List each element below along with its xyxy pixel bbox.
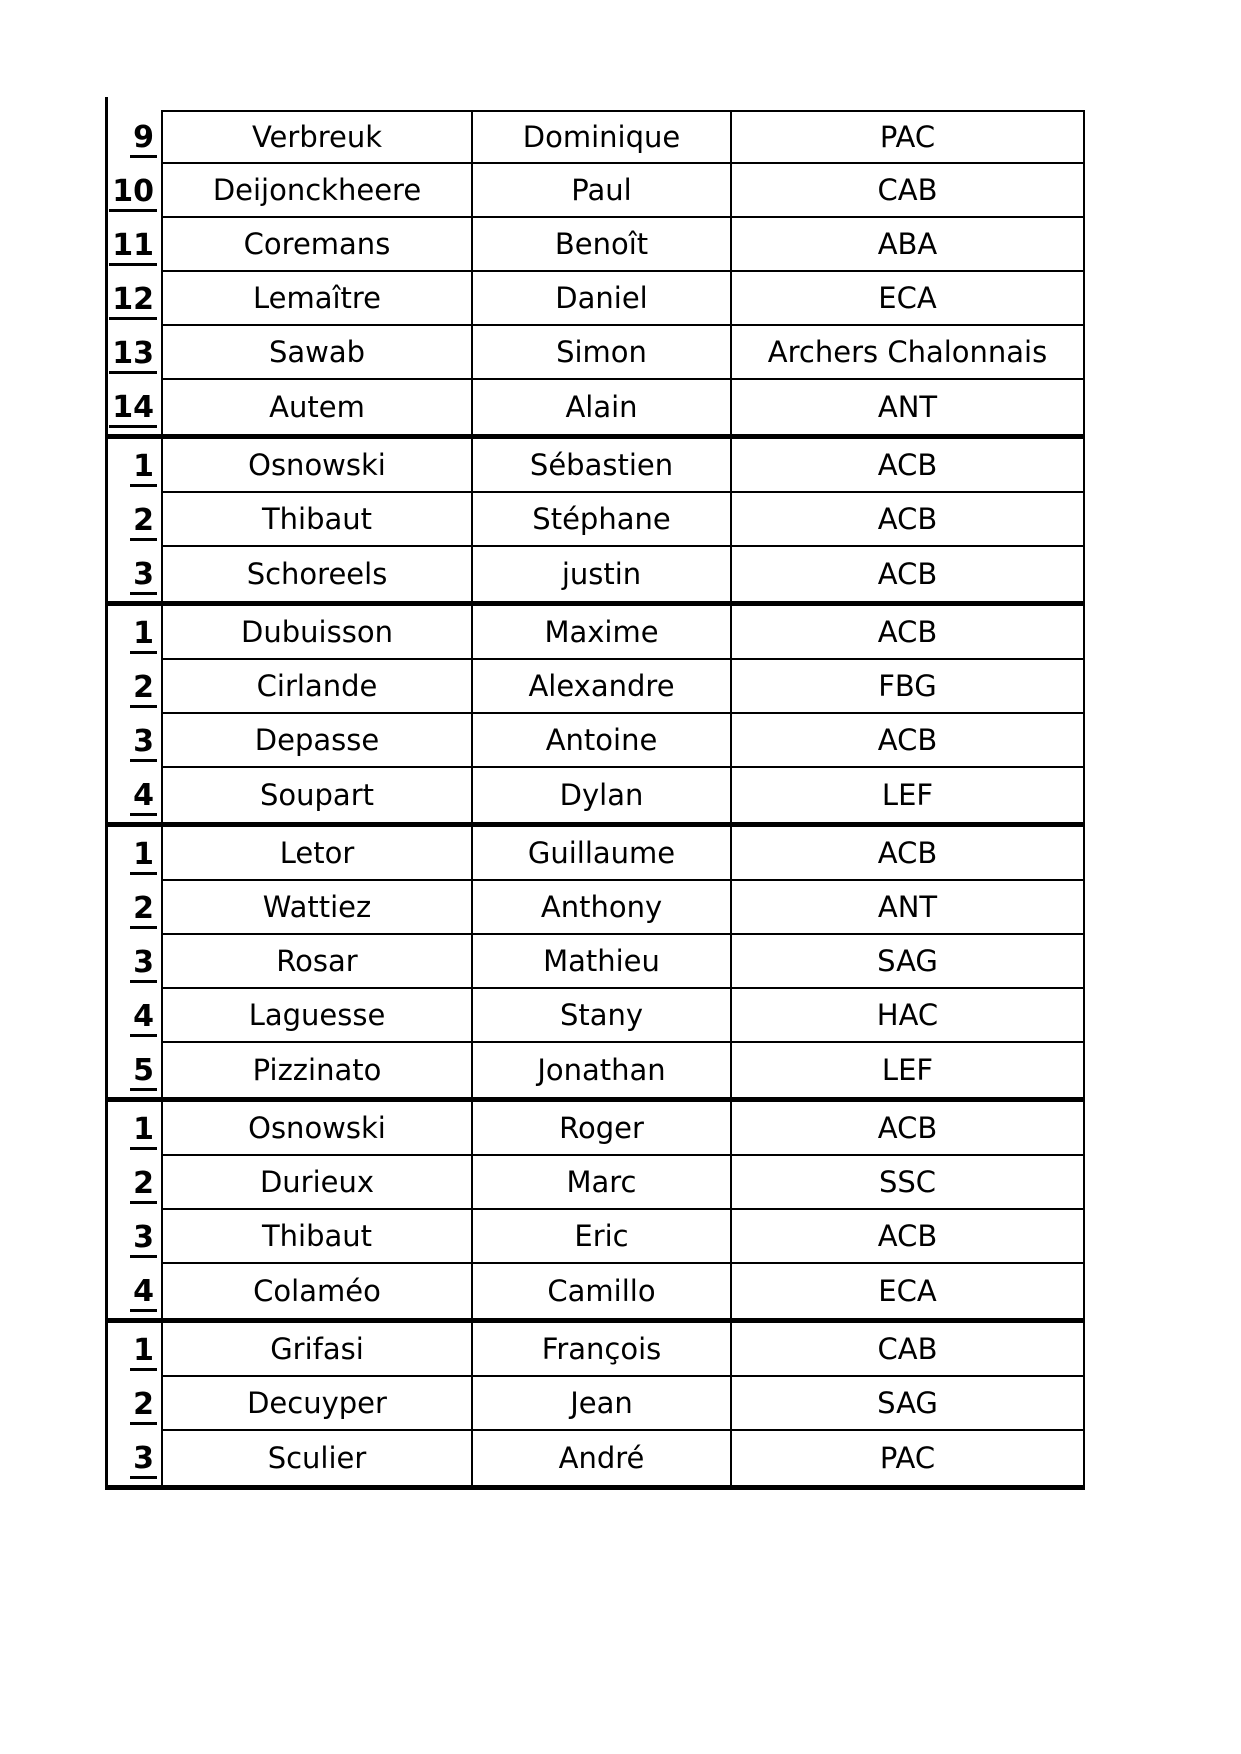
club-cell: Archers Chalonnais <box>730 326 1085 380</box>
rank-value: 1 <box>130 619 157 654</box>
first-name-cell: Mathieu <box>471 935 730 989</box>
club-cell: ACB <box>730 827 1085 881</box>
club-cell: ACB <box>730 547 1085 601</box>
rank-value: 4 <box>130 1277 157 1312</box>
first-name-cell: Jonathan <box>471 1043 730 1097</box>
rank-value: 14 <box>109 393 157 428</box>
club-cell: PAC <box>730 1431 1085 1485</box>
table-group <box>108 1323 1085 1490</box>
table-group <box>108 110 1085 439</box>
last-name-cell: Colaméo <box>161 1264 471 1318</box>
club-cell: SAG <box>730 1377 1085 1431</box>
first-name-cell: Marc <box>471 1156 730 1210</box>
first-name-cell: Stany <box>471 989 730 1043</box>
table-row <box>108 272 1085 326</box>
table-row <box>108 164 1085 218</box>
table-row <box>108 1431 1085 1485</box>
club-cell: PAC <box>730 110 1085 164</box>
club-cell: ANT <box>730 380 1085 434</box>
rank-value: 9 <box>130 123 157 158</box>
table-row <box>108 380 1085 434</box>
last-name-cell: Durieux <box>161 1156 471 1210</box>
table-row <box>108 1264 1085 1318</box>
table-row <box>108 606 1085 660</box>
rank-cell <box>108 439 161 493</box>
rank-value: 3 <box>130 1223 157 1258</box>
rank-value: 11 <box>109 231 157 266</box>
table-row <box>108 660 1085 714</box>
rank-cell <box>108 380 161 434</box>
rank-cell <box>108 1377 161 1431</box>
last-name-cell: Osnowski <box>161 1102 471 1156</box>
last-name-cell: Thibaut <box>161 1210 471 1264</box>
last-name-cell: Thibaut <box>161 493 471 547</box>
rank-value: 5 <box>130 1056 157 1091</box>
table-row <box>108 493 1085 547</box>
last-name-cell: Autem <box>161 380 471 434</box>
rank-cell <box>108 164 161 218</box>
first-name-cell: Roger <box>471 1102 730 1156</box>
rank-cell <box>108 606 161 660</box>
table-row <box>108 989 1085 1043</box>
first-name-cell: Alexandre <box>471 660 730 714</box>
last-name-cell: Sculier <box>161 1431 471 1485</box>
first-name-cell: Sébastien <box>471 439 730 493</box>
rank-cell <box>108 1102 161 1156</box>
rank-cell <box>108 714 161 768</box>
rank-value: 12 <box>109 285 157 320</box>
rank-cell <box>108 768 161 822</box>
rank-value: 13 <box>109 339 157 374</box>
club-cell: ANT <box>730 881 1085 935</box>
last-name-cell: Letor <box>161 827 471 881</box>
table-group <box>108 1102 1085 1323</box>
club-cell: ABA <box>730 218 1085 272</box>
table-row <box>108 881 1085 935</box>
first-name-cell: André <box>471 1431 730 1485</box>
first-name-cell: Stéphane <box>471 493 730 547</box>
rank-value: 1 <box>130 1115 157 1150</box>
rank-cell <box>108 935 161 989</box>
rank-value: 4 <box>130 781 157 816</box>
club-cell: ACB <box>730 493 1085 547</box>
rank-cell <box>108 547 161 601</box>
last-name-cell: Verbreuk <box>161 110 471 164</box>
last-name-cell: Pizzinato <box>161 1043 471 1097</box>
rank-cell <box>108 1264 161 1318</box>
last-name-cell: Lemaître <box>161 272 471 326</box>
first-name-cell: Dominique <box>471 110 730 164</box>
table-row <box>108 110 1085 164</box>
table-group <box>108 827 1085 1102</box>
club-cell: FBG <box>730 660 1085 714</box>
table-row <box>108 1323 1085 1377</box>
table-row <box>108 218 1085 272</box>
last-name-cell: Wattiez <box>161 881 471 935</box>
first-name-cell: Dylan <box>471 768 730 822</box>
club-cell: LEF <box>730 1043 1085 1097</box>
rank-cell <box>108 881 161 935</box>
first-name-cell: Eric <box>471 1210 730 1264</box>
club-cell: ECA <box>730 1264 1085 1318</box>
club-cell: HAC <box>730 989 1085 1043</box>
table-group <box>108 606 1085 827</box>
rank-value: 3 <box>130 1444 157 1479</box>
club-cell: ACB <box>730 439 1085 493</box>
last-name-cell: Osnowski <box>161 439 471 493</box>
rank-value: 1 <box>130 840 157 875</box>
first-name-cell: Maxime <box>471 606 730 660</box>
rank-cell <box>108 827 161 881</box>
rank-value: 3 <box>130 948 157 983</box>
rank-cell <box>108 493 161 547</box>
last-name-cell: Sawab <box>161 326 471 380</box>
table-row <box>108 1102 1085 1156</box>
rank-value: 4 <box>130 1002 157 1037</box>
rank-cell <box>108 1210 161 1264</box>
rank-value: 10 <box>109 177 157 212</box>
rank-cell <box>108 326 161 380</box>
rank-cell <box>108 660 161 714</box>
rank-value: 2 <box>130 1390 157 1425</box>
first-name-cell: justin <box>471 547 730 601</box>
first-name-cell: François <box>471 1323 730 1377</box>
first-name-cell: Daniel <box>471 272 730 326</box>
last-name-cell: Deijonckheere <box>161 164 471 218</box>
club-cell: ECA <box>730 272 1085 326</box>
first-name-cell: Guillaume <box>471 827 730 881</box>
first-name-cell: Alain <box>471 380 730 434</box>
table-row <box>108 1210 1085 1264</box>
table-row <box>108 1043 1085 1097</box>
last-name-cell: Cirlande <box>161 660 471 714</box>
club-cell: CAB <box>730 1323 1085 1377</box>
last-name-cell: Coremans <box>161 218 471 272</box>
rank-value: 2 <box>130 506 157 541</box>
table-row <box>108 439 1085 493</box>
club-cell: SSC <box>730 1156 1085 1210</box>
table-group <box>108 439 1085 606</box>
last-name-cell: Rosar <box>161 935 471 989</box>
table-row <box>108 1377 1085 1431</box>
table-row <box>108 714 1085 768</box>
last-name-cell: Soupart <box>161 768 471 822</box>
first-name-cell: Anthony <box>471 881 730 935</box>
rank-cell <box>108 1043 161 1097</box>
table-row <box>108 768 1085 822</box>
rank-cell <box>108 110 161 164</box>
table-row <box>108 1156 1085 1210</box>
rank-value: 2 <box>130 1169 157 1204</box>
last-name-cell: Schoreels <box>161 547 471 601</box>
rank-value: 1 <box>130 1336 157 1371</box>
club-cell: ACB <box>730 606 1085 660</box>
first-name-cell: Paul <box>471 164 730 218</box>
club-cell: ACB <box>730 1210 1085 1264</box>
club-cell: ACB <box>730 1102 1085 1156</box>
club-cell: LEF <box>730 768 1085 822</box>
table-row <box>108 935 1085 989</box>
rank-value: 2 <box>130 673 157 708</box>
first-name-cell: Jean <box>471 1377 730 1431</box>
rank-value: 2 <box>130 894 157 929</box>
rank-value: 3 <box>130 727 157 762</box>
first-name-cell: Antoine <box>471 714 730 768</box>
rank-cell <box>108 1156 161 1210</box>
rank-value: 1 <box>130 452 157 487</box>
table-row <box>108 827 1085 881</box>
club-cell: SAG <box>730 935 1085 989</box>
club-cell: CAB <box>730 164 1085 218</box>
last-name-cell: Decuyper <box>161 1377 471 1431</box>
results-table <box>105 97 1085 1490</box>
table-row <box>108 547 1085 601</box>
table-row <box>108 326 1085 380</box>
rank-cell <box>108 218 161 272</box>
last-name-cell: Dubuisson <box>161 606 471 660</box>
last-name-cell: Grifasi <box>161 1323 471 1377</box>
rank-cell <box>108 1431 161 1485</box>
last-name-cell: Laguesse <box>161 989 471 1043</box>
first-name-cell: Benoît <box>471 218 730 272</box>
rank-cell <box>108 989 161 1043</box>
last-name-cell: Depasse <box>161 714 471 768</box>
rank-cell <box>108 272 161 326</box>
rank-value: 3 <box>130 560 157 595</box>
first-name-cell: Simon <box>471 326 730 380</box>
rank-cell <box>108 1323 161 1377</box>
first-name-cell: Camillo <box>471 1264 730 1318</box>
club-cell: ACB <box>730 714 1085 768</box>
